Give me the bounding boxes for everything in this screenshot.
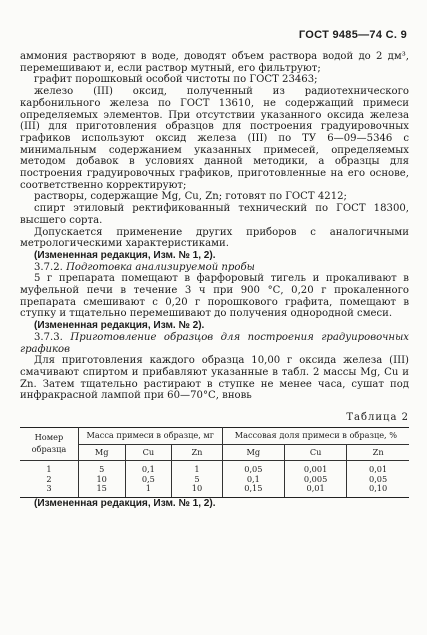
paragraph: растворы, содержащие Mg, Cu, Zn; готовят по ГОСТ 4212; xyxy=(34,191,347,203)
table-cell: 0,1 xyxy=(222,475,284,485)
table-cell: 1 xyxy=(172,461,223,475)
table-cell: 1 xyxy=(20,461,78,475)
table-cell: 0,15 xyxy=(222,484,284,497)
table-row xyxy=(20,484,409,497)
paragraph: спирт этиловый ректификованный технический по ГОСТ 18300, высшего сорта. xyxy=(20,203,409,226)
column-header: Массовая доля примеси в образце, % xyxy=(222,427,409,444)
table-cell: 15 xyxy=(78,484,125,497)
table-cell: 0,05 xyxy=(222,461,284,475)
subcolumn-header: Mg xyxy=(222,444,284,461)
amendment-note: (Измененная редакция, Изм. № 1, 2). xyxy=(34,497,216,509)
subcolumn-header: Cu xyxy=(284,444,346,461)
column-header: Номер образца xyxy=(20,427,78,460)
section-title: Приготовление образцов для построения градуировочных графиков xyxy=(20,331,409,355)
subcolumn-header: Zn xyxy=(172,444,223,461)
table-cell: 3 xyxy=(20,484,78,497)
table-row xyxy=(20,461,409,475)
paragraph: 5 г препарата помещают в фарфоровый тигель и прокаливают в муфельной печи в течение 3 ч при 900 °С, 0,20 г прокаленного препарата смешивают с 0,20 г порошкового графита, помещают в ступку и тщательно перемешивают до получения однородной смеси. xyxy=(20,273,409,320)
impurity-table xyxy=(20,427,409,498)
table-caption: Таблица 2 xyxy=(346,412,409,424)
section-number: 3.7.3. xyxy=(34,331,63,343)
amendment-note: (Измененная редакция, Изм. № 2). xyxy=(34,320,205,332)
table-cell: 1 xyxy=(125,484,172,497)
table-cell: 0,10 xyxy=(347,484,409,497)
paragraph: Для приготовления каждого образца 10,00 г оксида железа (III) смачивают спиртом и прибавляют указанные в табл. 2 массы Mg, Cu и Zn. Затем тщательно растирают в ступке не менее часа, сушат под инфракрасной лампой при 60—70°С, вновь xyxy=(20,355,409,402)
column-header: Масса примеси в образце, мг xyxy=(78,427,222,444)
paragraph: Допускается применение других приборов с аналогичными метрологическими характеристиками. xyxy=(20,226,409,250)
subcolumn-header: Zn xyxy=(347,444,409,461)
table-cell: 5 xyxy=(172,475,223,485)
table-cell: 0,1 xyxy=(125,461,172,475)
table-cell: 10 xyxy=(172,484,223,497)
page-header: ГОСТ 9485—74 С. 9 xyxy=(298,29,407,41)
table-cell: 0,5 xyxy=(125,475,172,485)
subcolumn-header: Mg xyxy=(78,444,125,461)
subcolumn-header: Cu xyxy=(125,444,172,461)
amendment-note: (Измененная редакция, Изм. № 1, 2). xyxy=(34,249,216,261)
paragraph: аммония растворяют в воде, доводят объем раствора водой до 2 дм³, перемешивают и, если раствор мутный, его фильтруют; xyxy=(20,51,409,74)
table-cell: 0,05 xyxy=(347,475,409,485)
table-cell: 2 xyxy=(20,475,78,485)
section-heading xyxy=(20,332,409,355)
table-cell: 0,001 xyxy=(284,461,346,475)
section-heading xyxy=(20,262,409,274)
document-body xyxy=(20,51,409,509)
table-cell: 5 xyxy=(78,461,125,475)
table-cell: 0,01 xyxy=(284,484,346,497)
table-cell: 10 xyxy=(78,475,125,485)
section-number: 3.7.2. xyxy=(34,261,63,273)
paragraph: графит порошковый особой чистоты по ГОСТ 23463; xyxy=(34,74,318,86)
paragraph: железо (III) оксид, полученный из радиотехнического карбонильного железа по ГОСТ 13610, не содержащий примеси определяемых элементов. При отсутствии указанного оксида железа (III) для приготовления образцов для построения градуировочных графиков используют оксид железа (III) по ТУ 6—09—5346 с минимальным содержанием указанных примесей, определяемых методом добавок в условиях данной методики, а образцы для построения градуировочных графиков, приготовленные на его основе, соответственно корректируют; xyxy=(20,86,409,191)
table-cell: 0,01 xyxy=(347,461,409,475)
table-cell: 0,005 xyxy=(284,475,346,485)
section-title: Подготовка анализируемой пробы xyxy=(66,261,255,273)
table-row xyxy=(20,475,409,485)
